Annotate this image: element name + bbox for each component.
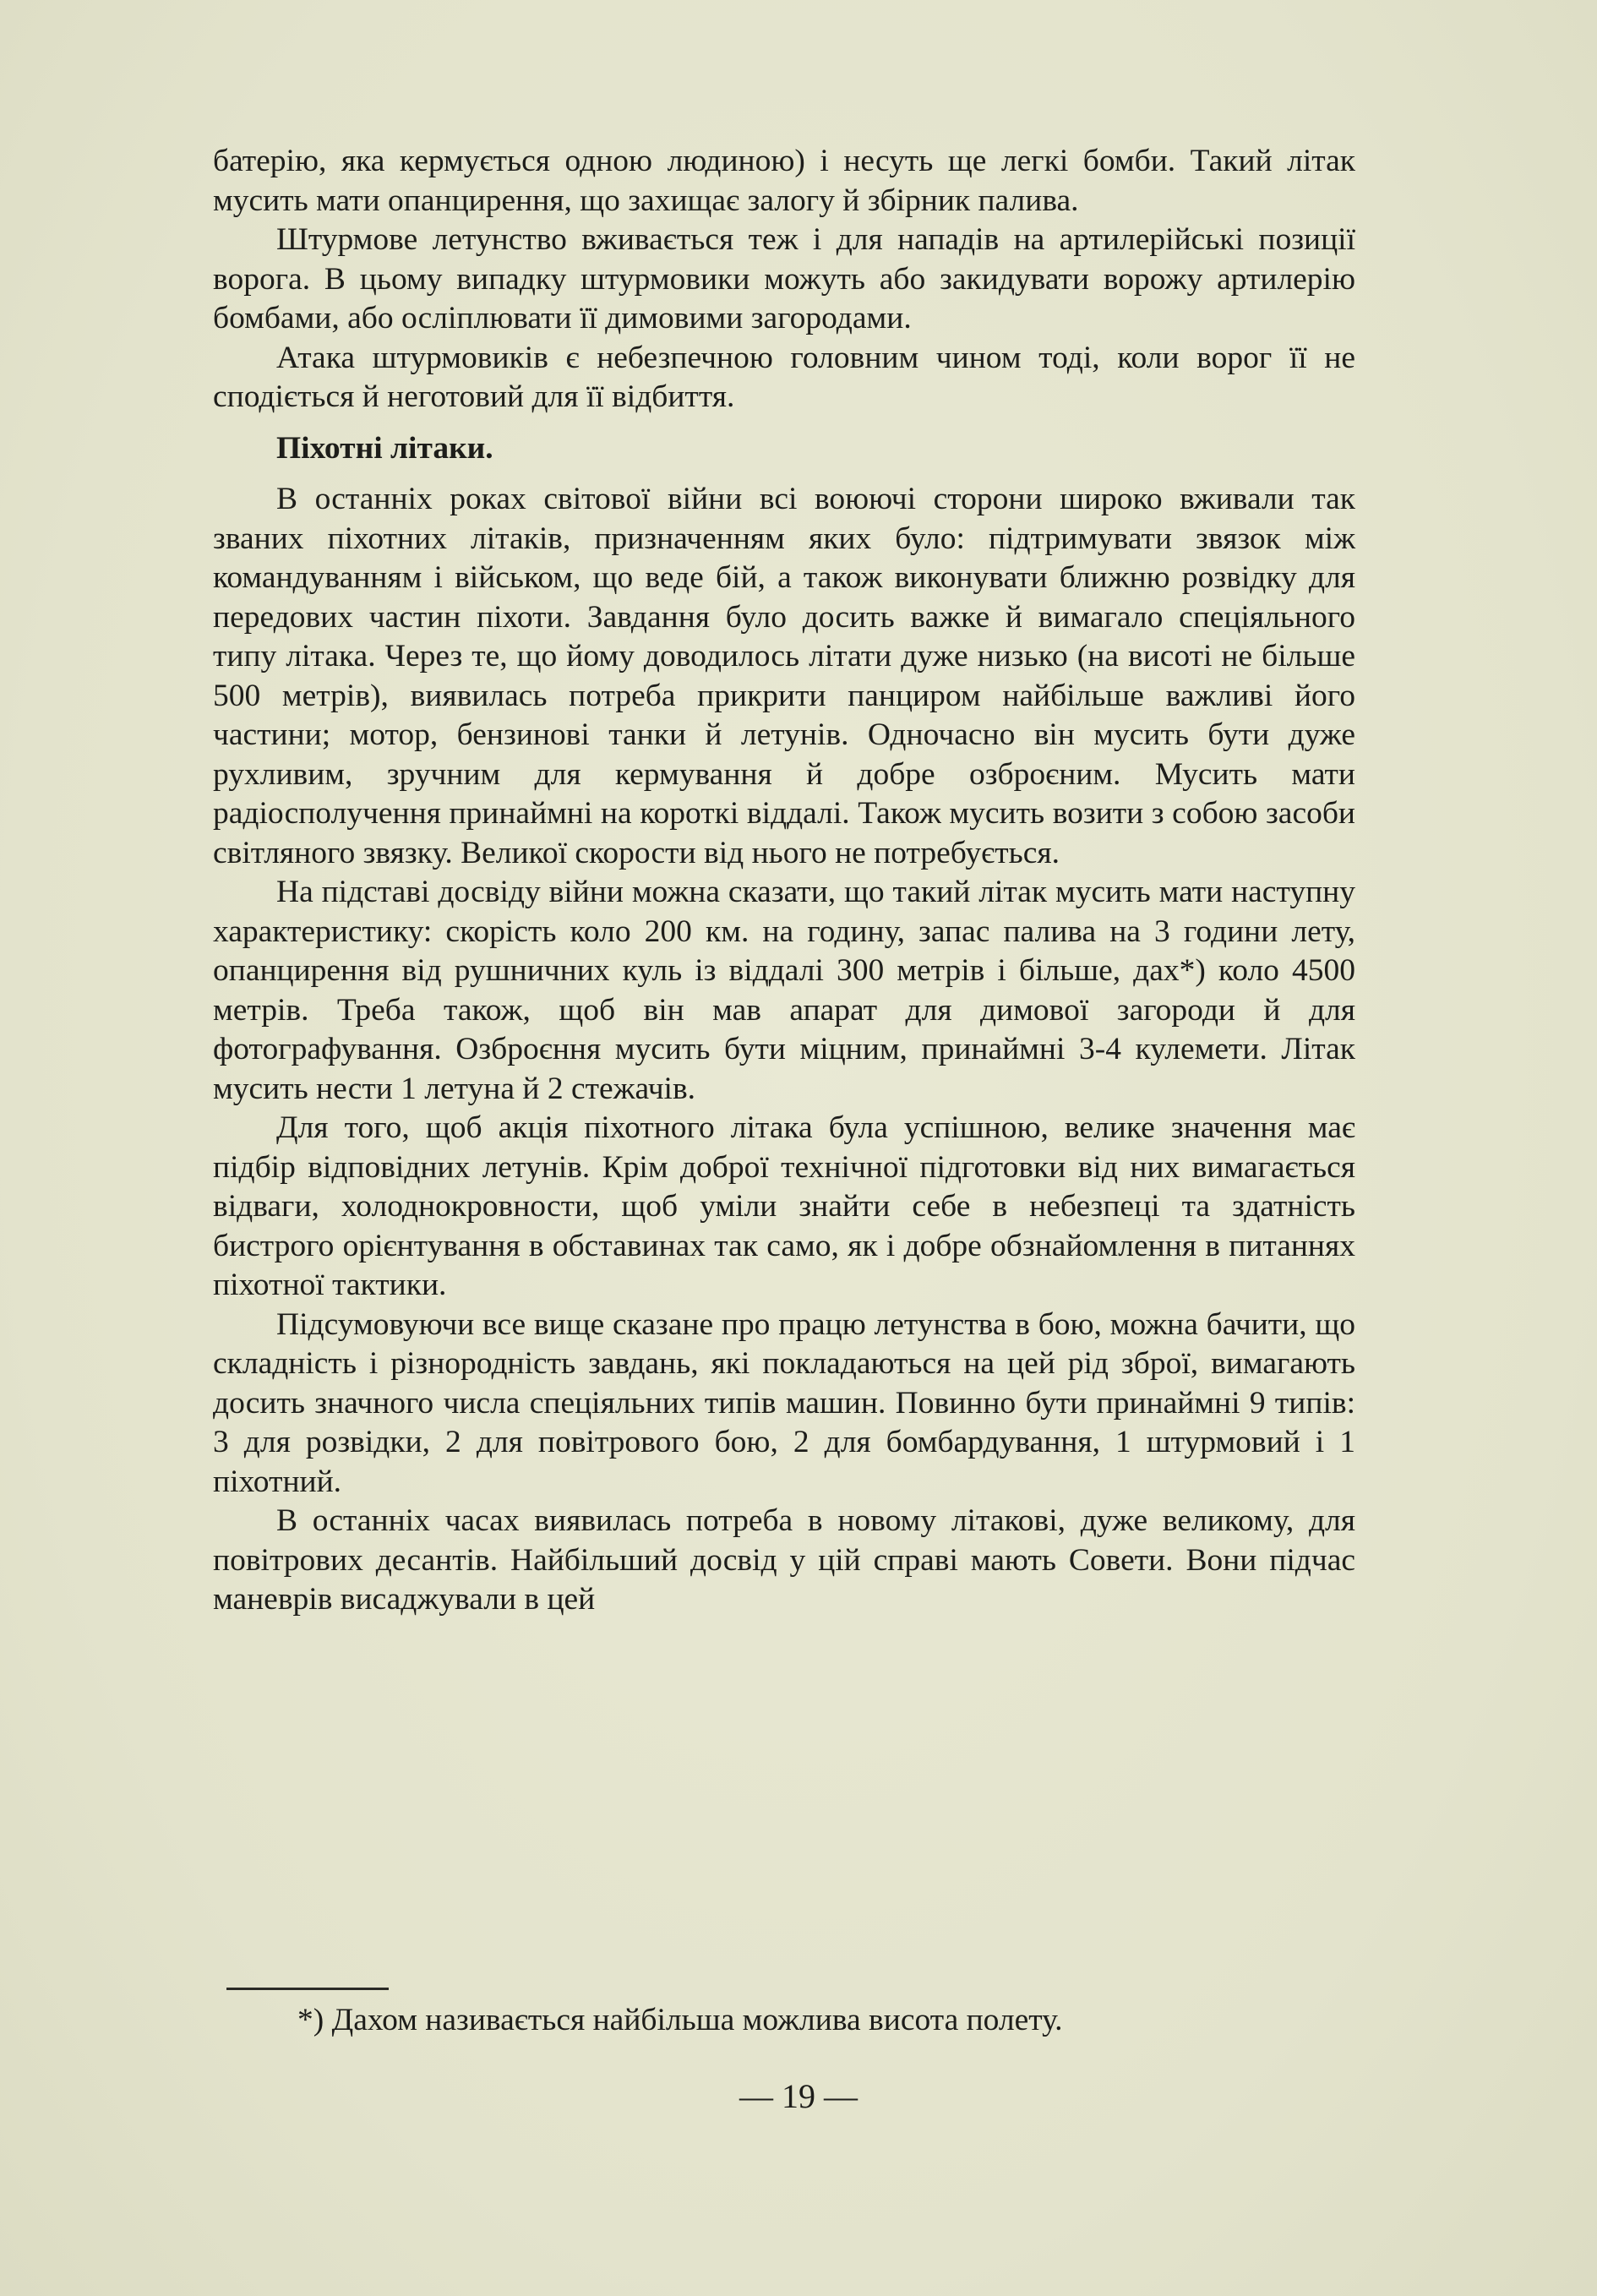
body-text [213,142,1355,1620]
paragraph-air-landing: В останніх часах виявилась потреба в новому літакові, дуже великому, для повітрових десантів. Найбільший досвід у цій справі мають Совети. Вони підчас маневрів висаджували в цей [213,1503,1355,1617]
footnote: *) Дахом називається найбільша можлива висота полету. [297,2003,1063,2037]
paragraph-attack-danger: Атака штурмовиків є небезпечною головним чином тоді, коли ворог її не сподіється й неготовий для її відбиття. [213,340,1355,414]
footnote-divider [226,1988,389,1990]
page-number: — 19 — [739,2077,858,2115]
paragraph-pilot-selection: Для того, щоб акція піхотного літака була успішною, велике значення має підбір відповідних летунів. Крім доброї технічної підготовки від них вимагається відваги, холоднокровности, щоб уміли знайти себе в небезпеці та здатність бистрого орієнтування в обставинах так само, як і добре обзнайомлення в питаннях піхотної тактики. [213,1110,1355,1302]
paragraph-infantry-planes: В останніх роках світової війни всі воюючі сторони широко вживали так званих піхотних літаків, призначенням яких було: підтримувати звязок між командуванням і військом, що веде бій, а також виконувати ближню розвідку для передових частин піхоти. Завдання було досить важке й вимагало спеціяльного типу літака. Через те, що йому доводилось літати дуже низько (на висоті не більше 500 метрів), виявилась потреба прикрити панциром найбільше важливі його частини; мотор, бензинові танки й летунів. Одночасно він мусить бути дуже рухливим, зручним для кермування й добре озброєним. Мусить мати радіосполучення принаймні на короткі віддалі. Також мусить возити з собою засоби світляного звязку. Великої скорости від нього не потребується. [213,482,1355,870]
section-heading: Піхотні літаки. [276,430,493,466]
paragraph-characteristics: На підставі досвіду війни можна сказати, що такий літак мусить мати наступну характеристику: скорість коло 200 км. на годину, запас палива на 3 години лету, опанцирення від рушничних куль із віддалі 300 метрів і більше, дах*) коло 4500 метрів. Треба також, щоб він мав апарат для димової загороди й для фотографування. Озброєння мусить бути міцним, принаймні 3-4 кулемети. Літак мусить нести 1 летуна й 2 стежачів. [213,875,1355,1106]
paragraph-continuation: батерію, яка кермується одною людиною) і несуть ще легкі бомби. Такий літак мусить мати опанцирення, що захищає залогу й збірник палива. [213,144,1355,218]
paragraph-summary: Підсумовуючи все вище сказане про працю летунства в бою, можна бачити, що складність і різнородність завдань, які покладаються на цей рід зброї, вимагають досить значного числа спеціяльних типів машин. Повинно бути принаймні 9 типів: 3 для розвідки, 2 для повітрового бою, 2 для бомбардування, 1 штурмовий і 1 піхотний. [213,1306,1355,1499]
paragraph-artillery-attacks: Штурмове летунство вживається теж і для нападів на артилерійські позиції ворога. В цьому випадку штурмовики можуть або закидувати ворожу артилерію бомбами, або осліплювати її димовими загородами. [213,222,1355,335]
